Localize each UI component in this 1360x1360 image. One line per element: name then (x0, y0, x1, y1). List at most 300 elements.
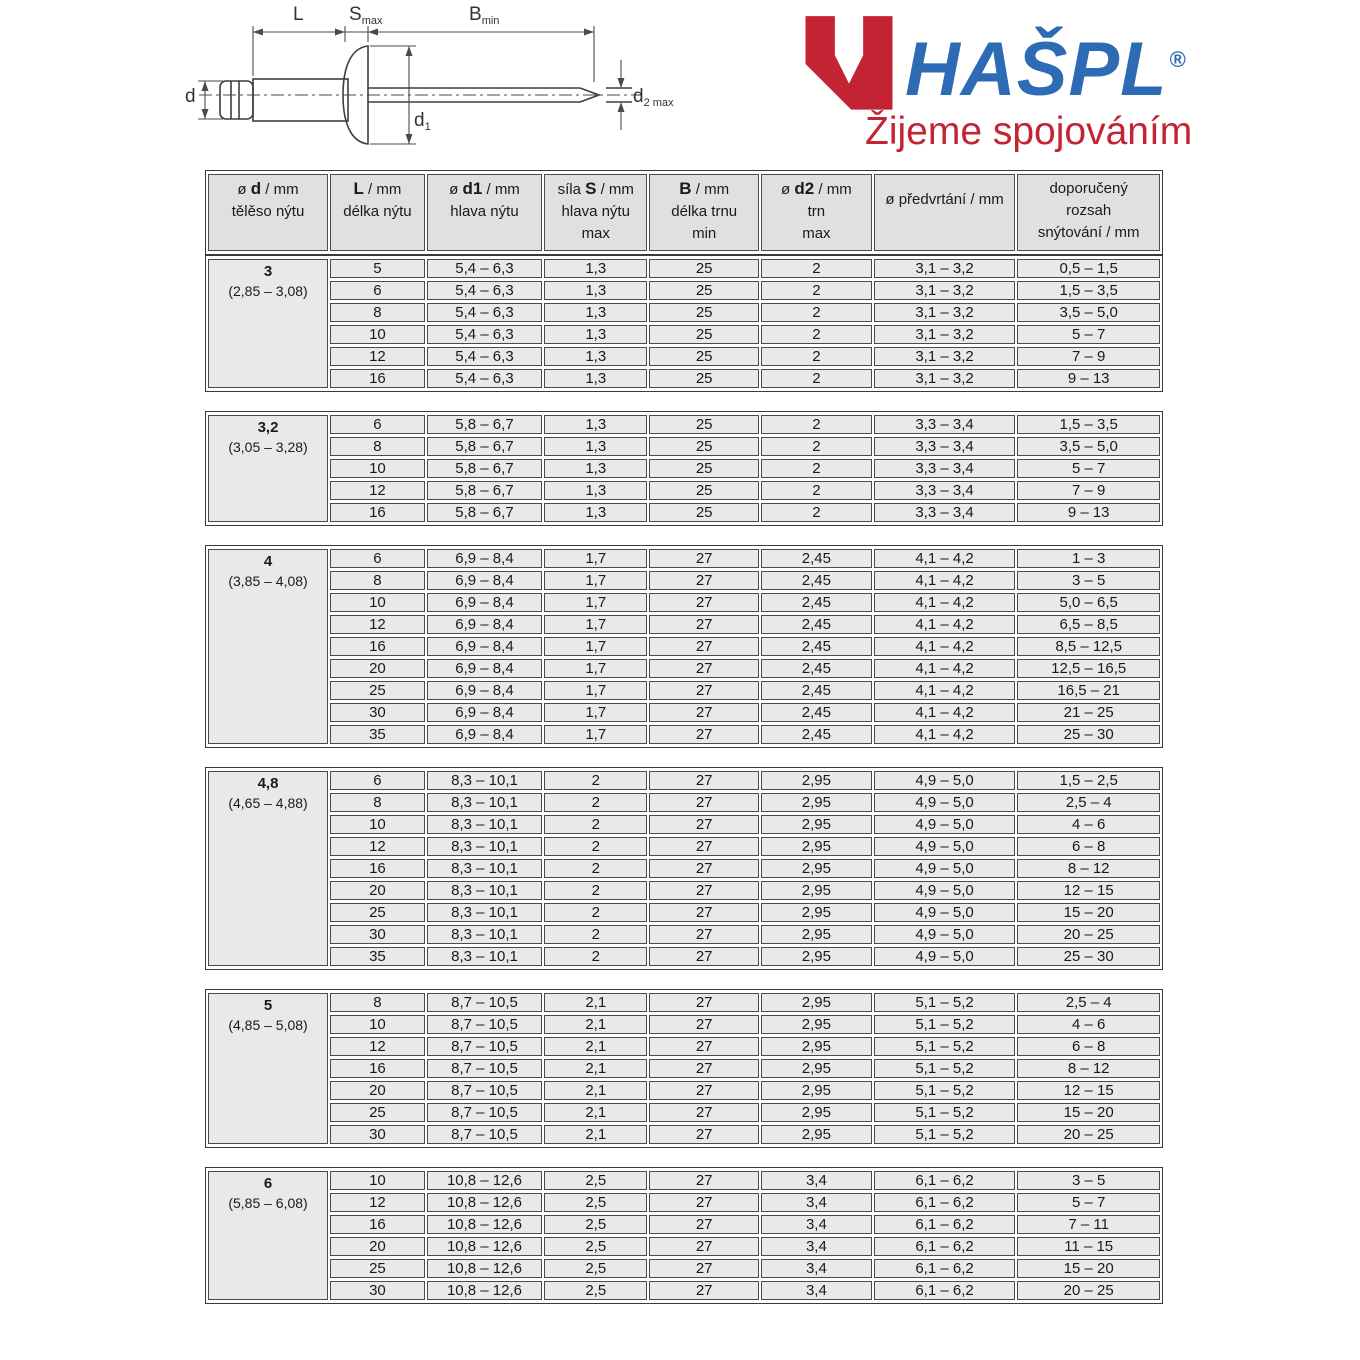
cell: 5,1 – 5,2 (874, 1125, 1016, 1144)
cell: 7 – 9 (1017, 481, 1160, 500)
cell: 3,5 – 5,0 (1017, 303, 1160, 322)
group-table (206, 546, 1162, 747)
cell: 20 – 25 (1017, 925, 1160, 944)
cell: 16 (330, 859, 425, 878)
col-header-7: ø předvrtání / mm (874, 174, 1016, 251)
cell: 2 (761, 259, 872, 278)
cell: 9 – 13 (1017, 503, 1160, 522)
cell: 6,1 – 6,2 (874, 1215, 1016, 1234)
cell: 15 – 20 (1017, 1259, 1160, 1278)
cell: 27 (649, 771, 759, 790)
cell: 27 (649, 593, 759, 612)
cell: 1,7 (544, 637, 647, 656)
cell: 8,5 – 12,5 (1017, 637, 1160, 656)
cell: 1,5 – 2,5 (1017, 771, 1160, 790)
cell: 25 (330, 681, 425, 700)
cell: 2,1 (544, 1059, 647, 1078)
cell: 2,95 (761, 925, 872, 944)
cell: 2 (544, 815, 647, 834)
cell: 4,1 – 4,2 (874, 593, 1016, 612)
cell: 4,1 – 4,2 (874, 659, 1016, 678)
dim-B-label: $B_{min}$ (469, 4, 500, 27)
cell: 8,3 – 10,1 (427, 947, 542, 966)
cell: 27 (649, 571, 759, 590)
cell: 6,1 – 6,2 (874, 1171, 1016, 1190)
cell: 6,9 – 8,4 (427, 703, 542, 722)
groups (205, 255, 1163, 1304)
table-row (208, 815, 1160, 834)
cell: 27 (649, 1193, 759, 1212)
cell: 5 – 7 (1017, 325, 1160, 344)
cell: 2 (761, 325, 872, 344)
cell: 4,1 – 4,2 (874, 571, 1016, 590)
cell: 2 (761, 369, 872, 388)
cell: 6 – 8 (1017, 1037, 1160, 1056)
cell: 2,1 (544, 1015, 647, 1034)
table-row (208, 615, 1160, 634)
cell: 3,1 – 3,2 (874, 303, 1016, 322)
cell: 3,4 (761, 1193, 872, 1212)
cell: 27 (649, 993, 759, 1012)
cell: 5,1 – 5,2 (874, 1037, 1016, 1056)
col-header-8: doporučený rozsah snýtování / mm (1017, 174, 1160, 251)
cell: 12 – 15 (1017, 881, 1160, 900)
cell: 5,1 – 5,2 (874, 1103, 1016, 1122)
cell: 8,7 – 10,5 (427, 1125, 542, 1144)
header-table (206, 171, 1162, 254)
cell: 27 (649, 947, 759, 966)
table-header-block (205, 170, 1163, 255)
cell: 8 (330, 303, 425, 322)
table-row (208, 993, 1160, 1012)
table-row (208, 259, 1160, 278)
cell: 27 (649, 1125, 759, 1144)
cell: 6,9 – 8,4 (427, 725, 542, 744)
cell: 25 (649, 325, 759, 344)
cell: 6,5 – 8,5 (1017, 615, 1160, 634)
table-row (208, 637, 1160, 656)
cell: 10,8 – 12,6 (427, 1259, 542, 1278)
cell: 27 (649, 1103, 759, 1122)
group-block-d6 (205, 1167, 1163, 1304)
cell: 5,8 – 6,7 (427, 437, 542, 456)
cell: 8,3 – 10,1 (427, 837, 542, 856)
cell: 3,4 (761, 1237, 872, 1256)
cell: 2,95 (761, 1103, 872, 1122)
cell: 27 (649, 1237, 759, 1256)
cell: 6 (330, 771, 425, 790)
cell: 5,4 – 6,3 (427, 303, 542, 322)
haspl-logo (793, 14, 1193, 154)
group-block-d3 (205, 255, 1163, 392)
cell: 25 (649, 259, 759, 278)
cell: 27 (649, 793, 759, 812)
cell: 25 (649, 415, 759, 434)
cell: 8 – 12 (1017, 859, 1160, 878)
cell: 8,7 – 10,5 (427, 1059, 542, 1078)
cell: 27 (649, 815, 759, 834)
cell: 8,7 – 10,5 (427, 1037, 542, 1056)
table-row (208, 415, 1160, 434)
spec-table (205, 170, 1163, 1304)
cell: 4,1 – 4,2 (874, 681, 1016, 700)
col-header-2: L / mm délka nýtu (330, 174, 425, 251)
cell: 4,1 – 4,2 (874, 637, 1016, 656)
cell: 25 (649, 281, 759, 300)
cell: 16 (330, 1059, 425, 1078)
cell: 2,1 (544, 1037, 647, 1056)
cell: 27 (649, 1059, 759, 1078)
cell: 4 – 6 (1017, 815, 1160, 834)
cell: 2,95 (761, 903, 872, 922)
table-row (208, 793, 1160, 812)
cell: 5 – 7 (1017, 1193, 1160, 1212)
cell: 2 (761, 281, 872, 300)
cell: 3 – 5 (1017, 1171, 1160, 1190)
cell: 27 (649, 703, 759, 722)
cell: 8,7 – 10,5 (427, 1081, 542, 1100)
cell: 1,3 (544, 303, 647, 322)
cell: 2,5 – 4 (1017, 993, 1160, 1012)
cell: 10 (330, 459, 425, 478)
cell: 25 (649, 459, 759, 478)
cell: 16,5 – 21 (1017, 681, 1160, 700)
mandrel-head (220, 81, 253, 119)
table-row (208, 571, 1160, 590)
rivet-body (253, 79, 348, 121)
cell: 30 (330, 925, 425, 944)
cell: 2 (544, 925, 647, 944)
cell: 8,3 – 10,1 (427, 881, 542, 900)
cell: 35 (330, 725, 425, 744)
group-block-d4,8 (205, 767, 1163, 970)
cell: 2,95 (761, 815, 872, 834)
cell: 8,7 – 10,5 (427, 1015, 542, 1034)
cell: 12 (330, 347, 425, 366)
table-row (208, 347, 1160, 366)
cell: 8 (330, 571, 425, 590)
cell: 27 (649, 1259, 759, 1278)
cell: 6,9 – 8,4 (427, 571, 542, 590)
cell: 8 – 12 (1017, 1059, 1160, 1078)
cell: 2 (761, 503, 872, 522)
cell: 27 (649, 1171, 759, 1190)
cell: 21 – 25 (1017, 703, 1160, 722)
group-block-d3,2 (205, 411, 1163, 526)
cell: 10,8 – 12,6 (427, 1281, 542, 1300)
cell: 27 (649, 881, 759, 900)
cell: 6,1 – 6,2 (874, 1237, 1016, 1256)
cell: 2,95 (761, 859, 872, 878)
cell: 25 (330, 1259, 425, 1278)
cell: 16 (330, 503, 425, 522)
cell: 6 (330, 549, 425, 568)
cell: 27 (649, 925, 759, 944)
cell: 3,1 – 3,2 (874, 369, 1016, 388)
table-row (208, 1103, 1160, 1122)
cell: 12 (330, 837, 425, 856)
cell: 27 (649, 659, 759, 678)
cell: 2,45 (761, 571, 872, 590)
cell: 2,95 (761, 771, 872, 790)
cell: 12 (330, 481, 425, 500)
cell: 4,9 – 5,0 (874, 947, 1016, 966)
col-header-4: síla S / mm hlava nýtu max (544, 174, 647, 251)
cell: 1,7 (544, 549, 647, 568)
cell: 1,3 (544, 281, 647, 300)
cell: 30 (330, 1125, 425, 1144)
col-header-3: ø d1 / mm hlava nýtu (427, 174, 542, 251)
cell: 5 (330, 259, 425, 278)
cell: 11 – 15 (1017, 1237, 1160, 1256)
rivet-diagram (183, 2, 675, 171)
cell: 1,7 (544, 659, 647, 678)
table-row (208, 1037, 1160, 1056)
cell: 3,4 (761, 1215, 872, 1234)
cell: 1,3 (544, 369, 647, 388)
cell: 20 – 25 (1017, 1281, 1160, 1300)
cell: 1,5 – 3,5 (1017, 415, 1160, 434)
table-row (208, 281, 1160, 300)
cell: 1,5 – 3,5 (1017, 281, 1160, 300)
cell: 6,9 – 8,4 (427, 615, 542, 634)
cell: 30 (330, 703, 425, 722)
cell: 3,1 – 3,2 (874, 347, 1016, 366)
cell: 3,1 – 3,2 (874, 259, 1016, 278)
cell: 2,95 (761, 793, 872, 812)
cell: 5,8 – 6,7 (427, 503, 542, 522)
cell: 2,95 (761, 1015, 872, 1034)
cell: 25 (649, 503, 759, 522)
cell: 4,1 – 4,2 (874, 615, 1016, 634)
cell: 25 (649, 437, 759, 456)
dim-L-label: L (293, 4, 304, 25)
table-row (208, 1193, 1160, 1212)
table-row (208, 503, 1160, 522)
table-row (208, 1059, 1160, 1078)
cell: 5,1 – 5,2 (874, 1081, 1016, 1100)
cell: 5,1 – 5,2 (874, 1059, 1016, 1078)
cell: 5,4 – 6,3 (427, 369, 542, 388)
table-row (208, 947, 1160, 966)
cell: 1 – 3 (1017, 549, 1160, 568)
group-block-d4 (205, 545, 1163, 748)
cell: 25 – 30 (1017, 947, 1160, 966)
cell: 2 (761, 415, 872, 434)
table-row (208, 771, 1160, 790)
cell: 7 – 9 (1017, 347, 1160, 366)
cell: 35 (330, 947, 425, 966)
cell: 2 (761, 347, 872, 366)
cell: 2,95 (761, 837, 872, 856)
cell: 5 – 7 (1017, 459, 1160, 478)
cell: 0,5 – 1,5 (1017, 259, 1160, 278)
cell: 2,5 (544, 1171, 647, 1190)
cell: 10,8 – 12,6 (427, 1171, 542, 1190)
cell: 5,0 – 6,5 (1017, 593, 1160, 612)
cell: 2,5 (544, 1259, 647, 1278)
cell: 3,3 – 3,4 (874, 415, 1016, 434)
cell: 27 (649, 725, 759, 744)
cell: 8,3 – 10,1 (427, 859, 542, 878)
cell: 1,7 (544, 725, 647, 744)
cell: 5,8 – 6,7 (427, 415, 542, 434)
registered-mark: ® (1169, 47, 1187, 72)
cell: 1,7 (544, 703, 647, 722)
cell: 3,3 – 3,4 (874, 437, 1016, 456)
cell: 2,45 (761, 637, 872, 656)
cell: 12 (330, 615, 425, 634)
cell: 27 (649, 859, 759, 878)
cell: 8,3 – 10,1 (427, 793, 542, 812)
cell: 2 (544, 881, 647, 900)
cell: 12 – 15 (1017, 1081, 1160, 1100)
table-row (208, 437, 1160, 456)
cell: 2 (761, 437, 872, 456)
cell: 1,7 (544, 681, 647, 700)
cell: 1,3 (544, 347, 647, 366)
cell: 4,9 – 5,0 (874, 793, 1016, 812)
table-row (208, 481, 1160, 500)
cell: 27 (649, 1081, 759, 1100)
col-header-6: ø d2 / mm trn max (761, 174, 872, 251)
cell: 2 (544, 903, 647, 922)
cell: 2,5 – 4 (1017, 793, 1160, 812)
group-table (206, 990, 1162, 1147)
cell: 5,4 – 6,3 (427, 325, 542, 344)
cell: 10 (330, 1171, 425, 1190)
table-row (208, 549, 1160, 568)
cell: 5,4 – 6,3 (427, 347, 542, 366)
cell: 8,7 – 10,5 (427, 1103, 542, 1122)
cell: 4,9 – 5,0 (874, 815, 1016, 834)
cell: 2 (544, 859, 647, 878)
cell: 27 (649, 903, 759, 922)
cell: 8,3 – 10,1 (427, 925, 542, 944)
cell: 25 (330, 1103, 425, 1122)
cell: 15 – 20 (1017, 903, 1160, 922)
table-row (208, 881, 1160, 900)
cell: 3,4 (761, 1281, 872, 1300)
cell: 2 (544, 793, 647, 812)
logo-tagline: Žijeme spojováním (865, 110, 1193, 153)
cell: 27 (649, 1037, 759, 1056)
cell: 2,95 (761, 1125, 872, 1144)
cell: 8,3 – 10,1 (427, 903, 542, 922)
logo-top (793, 14, 1187, 116)
cell: 1,3 (544, 459, 647, 478)
rivet-diagram-svg (183, 2, 675, 166)
cell: 16 (330, 1215, 425, 1234)
group-table (206, 412, 1162, 525)
cell: 6,1 – 6,2 (874, 1259, 1016, 1278)
cell: 27 (649, 681, 759, 700)
cell: 9 – 13 (1017, 369, 1160, 388)
cell: 2,95 (761, 1037, 872, 1056)
cell: 4,9 – 5,0 (874, 771, 1016, 790)
cell: 6,9 – 8,4 (427, 681, 542, 700)
cell: 4,1 – 4,2 (874, 703, 1016, 722)
cell: 2 (544, 947, 647, 966)
cell: 10,8 – 12,6 (427, 1193, 542, 1212)
cell: 6 – 8 (1017, 837, 1160, 856)
cell: 2,95 (761, 881, 872, 900)
cell: 8 (330, 437, 425, 456)
group-label: 5 (4,85 – 5,08) (208, 993, 328, 1144)
cell: 15 – 20 (1017, 1103, 1160, 1122)
dim-d2-label: $d_{2 max}$ (633, 86, 674, 109)
cell: 4,9 – 5,0 (874, 881, 1016, 900)
table-row (208, 369, 1160, 388)
table-row (208, 1281, 1160, 1300)
dim-d1-label: $d_1$ (414, 110, 431, 133)
cell: 10 (330, 815, 425, 834)
cell: 16 (330, 369, 425, 388)
cell: 10 (330, 325, 425, 344)
cell: 6,9 – 8,4 (427, 659, 542, 678)
table-row (208, 681, 1160, 700)
cell: 8 (330, 793, 425, 812)
cell: 4,9 – 5,0 (874, 925, 1016, 944)
dim-d-label: d (185, 86, 196, 107)
cell: 6 (330, 415, 425, 434)
group-label: 3,2 (3,05 – 3,28) (208, 415, 328, 522)
table-row (208, 659, 1160, 678)
cell: 3 – 5 (1017, 571, 1160, 590)
cell: 5,1 – 5,2 (874, 993, 1016, 1012)
cell: 6,9 – 8,4 (427, 593, 542, 612)
cell: 2,1 (544, 993, 647, 1012)
cell: 2,45 (761, 681, 872, 700)
cell: 4,1 – 4,2 (874, 549, 1016, 568)
cell: 8,3 – 10,1 (427, 815, 542, 834)
cell: 4,9 – 5,0 (874, 859, 1016, 878)
cell: 1,3 (544, 325, 647, 344)
cell: 2,95 (761, 1081, 872, 1100)
col-header-5: B / mm délka trnu min (649, 174, 759, 251)
cell: 2 (544, 771, 647, 790)
table-row (208, 725, 1160, 744)
cell: 27 (649, 837, 759, 856)
cell: 20 (330, 881, 425, 900)
cell: 3,3 – 3,4 (874, 503, 1016, 522)
cell: 2 (761, 459, 872, 478)
cell: 5,1 – 5,2 (874, 1015, 1016, 1034)
cell: 25 (649, 347, 759, 366)
cell: 1,3 (544, 437, 647, 456)
cell: 25 (649, 369, 759, 388)
cell: 20 (330, 659, 425, 678)
cell: 8,3 – 10,1 (427, 771, 542, 790)
logo-wordmark (905, 14, 1187, 116)
cell: 6,9 – 8,4 (427, 637, 542, 656)
group-table (206, 256, 1162, 391)
group-block-d5 (205, 989, 1163, 1148)
cell: 25 (649, 303, 759, 322)
cell: 2,1 (544, 1103, 647, 1122)
cell: 27 (649, 549, 759, 568)
cell: 10,8 – 12,6 (427, 1215, 542, 1234)
table-header-row (208, 174, 1160, 251)
cell: 12 (330, 1037, 425, 1056)
cell: 2 (761, 303, 872, 322)
cell: 12,5 – 16,5 (1017, 659, 1160, 678)
cell: 25 (649, 481, 759, 500)
cell: 5,4 – 6,3 (427, 281, 542, 300)
table-row (208, 1171, 1160, 1190)
cell: 2,1 (544, 1125, 647, 1144)
cell: 2,95 (761, 993, 872, 1012)
